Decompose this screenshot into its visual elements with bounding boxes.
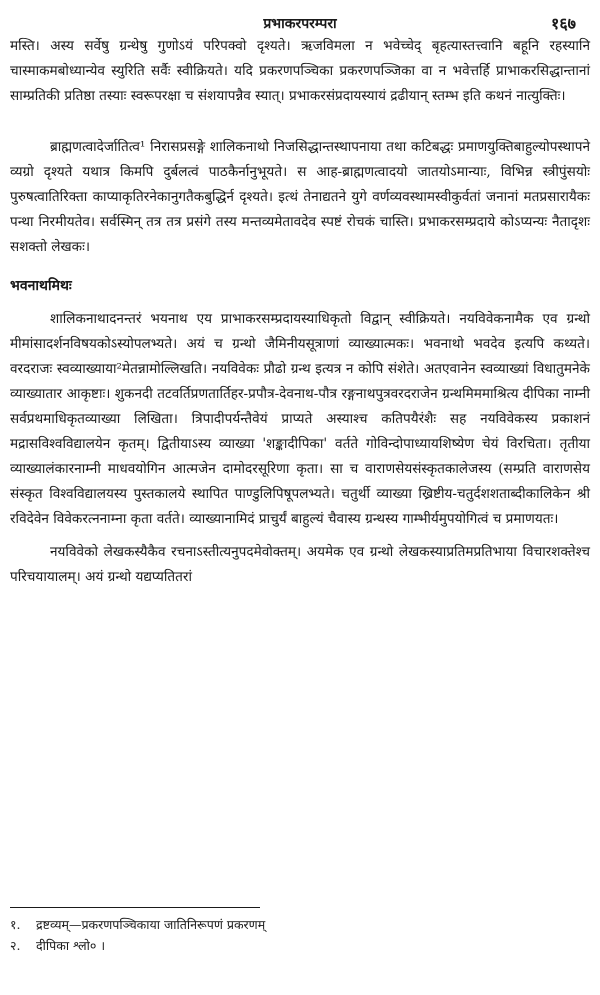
footnote-1: [10, 914, 590, 935]
footnote-number: २.: [10, 938, 21, 953]
running-title: प्रभाकरपरम्परा: [263, 16, 337, 32]
footnote-divider: [10, 907, 260, 908]
footnote-number: १.: [10, 917, 21, 932]
page-number: १६७: [551, 14, 576, 33]
footnote-text: द्रष्टव्यम्—प्रकरणपञ्चिकाया जातिनिरूपणं प्रकरणम्: [36, 917, 266, 932]
section-heading: भवनाथमिथः: [10, 278, 72, 294]
footnotes: [10, 914, 590, 956]
paragraph-continued: मस्ति। अस्य सर्वेषु ग्रन्थेषु गुणोऽयं परिपक्वो दृश्यते। ऋजविमला न भवेच्चेद् बृहत्यास्तत्त्वानि बहूनि रहस्यानि चास्माकमबोध्यान्येव स्युरिति सर्वैः स्वीक्रियते। यदि प्रकरणपञ्चिका प्रकरणपञ्जिका वा न भवेत्तर्हि प्राभाकरसिद्धान्तानां साम्प्रतिकी प्रतिष्ठा तस्याः स्वरूपरक्षा च संशयापन्नैव स्यात्। प्रभाकरसंप्रदायस्यायं द्रढीयान् स्तम्भ इति कथनं नात्युक्तिः।: [10, 38, 590, 104]
footnote-2: [10, 935, 590, 956]
paragraph-nayaviveka: नयविवेको लेखकस्यैकैव रचनाऽस्तीत्यनुपदमेवोक्तम्। अयमेक एव ग्रन्थो लेखकस्याप्रतिमप्रतिभाया विचारशक्तेश्च परिचयायालम्। अयं ग्रन्थो यद्यप्यतितरां: [10, 544, 590, 585]
footnote-text: दीपिका श्लो० ।: [36, 938, 106, 953]
paragraph-brahmanatva: ब्राह्मणत्वादेर्जातित्व¹ निरासप्रसङ्गे शालिकनाथो निजसिद्धान्तस्थापनाया तथा कटिबद्धः प्रमाणयुक्तिबाहुल्योपस्थापने व्यग्रो दृश्यते यथात्र किमपि दुर्बलत्वं पाठकैर्नानुभूयते। स आह-ब्राह्मणत्वादयो जातयोऽमान्याः, विभिन्न स्त्रीपुंसयोः पुरुषत्वातिरिक्ता काप्याकृतिरनेकानुगतैकबुद्धिर्न दृश्यते। इत्थं तेनाद्यतने युगे वर्णव्यवस्थामस्वीकुर्वतां जनानां मतप्रसारायैकः पन्था निरमीयतेव। सर्वस्मिन् तत्र तत्र प्रसंगे तस्य मन्तव्यमेतावदेव स्पष्टं रोचकं चास्ति। प्रभाकरसम्प्रदाये कोऽप्यन्यः नैतादृशः सशक्तो लेखकः।: [10, 139, 590, 255]
paragraph-bhavanatha: शालिकनाथादनन्तरं भयनाथ एय प्राभाकरसम्प्रदायस्याधिकृतो विद्वान् स्वीक्रियते। नयविवेकनामैक एव ग्रन्थो मीमांसादर्शनविषयकोऽस्योपलभ्यते। अयं च ग्रन्थो जैमिनीयसूत्राणां व्याख्यात्मकः। भवनाथो भवदेव इत्यपि कथ्यते। वरदराजः स्वव्याख्याया²मेतन्नामोल्लिखति। नयविवेकः प्रौढो ग्रन्थ इत्यत्र न कोपि संशेते। अतएवानेन स्वव्याख्यां विधातुमनेके व्याख्यातार आकृष्टाः। शुकनदी तटवर्तिप्रणतार्तिहर-प्रपौत्र-देवनाथ-पौत्र रङ्गनाथपुत्रवरदराजेन ग्रन्थमिममाश्रित्य दीपिका नाम्नी सर्वप्रथमाधिकृतव्याख्या लिखिता। त्रिपादीपर्यन्तैवेयं प्राप्यते अस्याश्च कतिपयैरंशैः सह नयविवेकस्य प्रकाशनं मद्रासविश्वविद्यालयेन कृतम्। द्वितीयाऽस्य व्याख्या 'शङ्कादीपिका' वर्तते गोविन्दोपाध्यायशिष्येण चेयं विरचिता। तृतीया व्याख्यालंकारनाम्नी माधवयोगिन आत्मजेन दामोदरसूरिणा कृता। सा च वाराणसेयसंस्कृतकालेजस्य (सम्प्रति वाराणसेय संस्कृत विश्वविद्यालयस्य पुस्तकालये स्थापित पाण्डुलिपिषूपलभ्यते। चतुर्थी व्याख्या ख्रिष्टीय-चतुर्दशशताब्दीकालिकेन श्री रविदेवेन विवेकरत्ननाम्ना कृता वर्तते। व्याख्यानामिदं प्राचुर्यं बाहुल्यं चैवास्य ग्रन्थस्य गाम्भीर्यमुपयोगित्वं च प्रमाणयतः।: [10, 311, 590, 527]
page-header: [10, 0, 590, 34]
